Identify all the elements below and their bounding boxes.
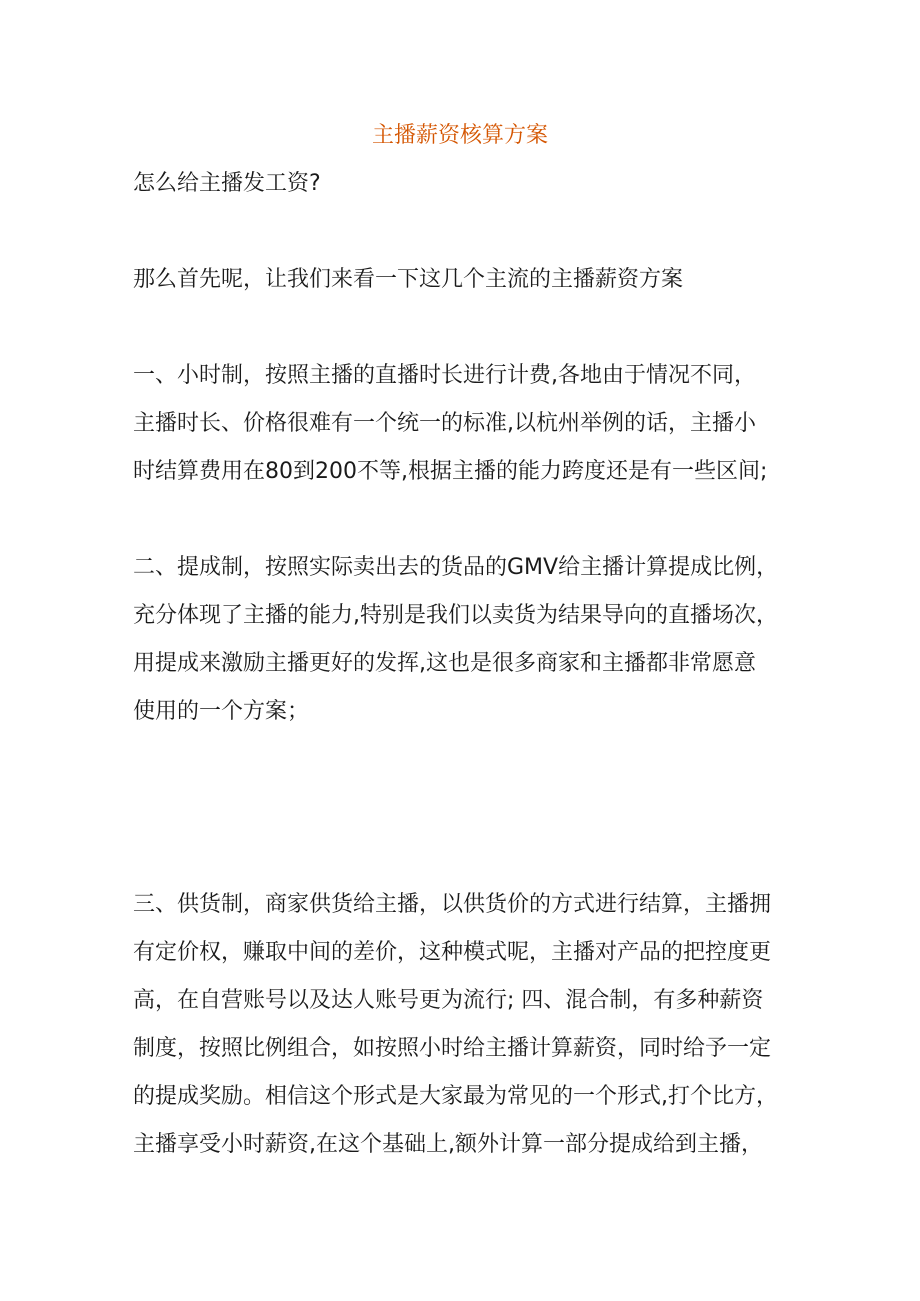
section1-line: 主播时长、价格很难有一个统一的标准,以杭州举例的话，主播小 [133,411,756,436]
section2-line: 使用的一个方案； [133,699,310,724]
section2-line: 二、提成制，按照实际卖出去的货品的GMV给主播计算提成比例， [133,555,779,580]
section3-line: 三、供货制，商家供货给主播，以供货价的方式进行结算，主播拥 [133,892,772,917]
question-line: 怎么给主播发工资? [133,171,321,196]
section1-line: 时结算费用在80到200不等,根据主播的能力跨度还是有一些区间; [133,459,768,484]
section2-line: 充分体现了主播的能力,特别是我们以卖货为结果导向的直播场次， [133,603,778,628]
section1-line: 一、小时制，按照主播的直播时长进行计费,各地由于情况不同， [133,363,756,388]
section3-line: 制度，按照比例组合，如按照小时给主播计算薪资，同时给予一定 [133,1036,772,1061]
section2-line: 用提成来激励主播更好的发挥,这也是很多商家和主播都非常愿意 [133,651,756,676]
section3-line: 的提成奖励。相信这个形式是大家最为常见的一个形式,打个比方， [133,1084,778,1109]
document-title: 主播薪资核算方案 [371,123,548,148]
intro-line: 那么首先呢，让我们来看一下这几个主流的主播薪资方案 [133,267,684,292]
section3-line: 高，在自营账号以及达人账号更为流行; 四、混合制，有多种薪资 [133,988,764,1013]
section3-line: 主播享受小时薪资,在这个基础上,额外计算一部分提成给到主播， [133,1132,763,1157]
section3-line: 有定价权，赚取中间的差价，这种模式呢，主播对产品的把控度更 [133,940,772,965]
